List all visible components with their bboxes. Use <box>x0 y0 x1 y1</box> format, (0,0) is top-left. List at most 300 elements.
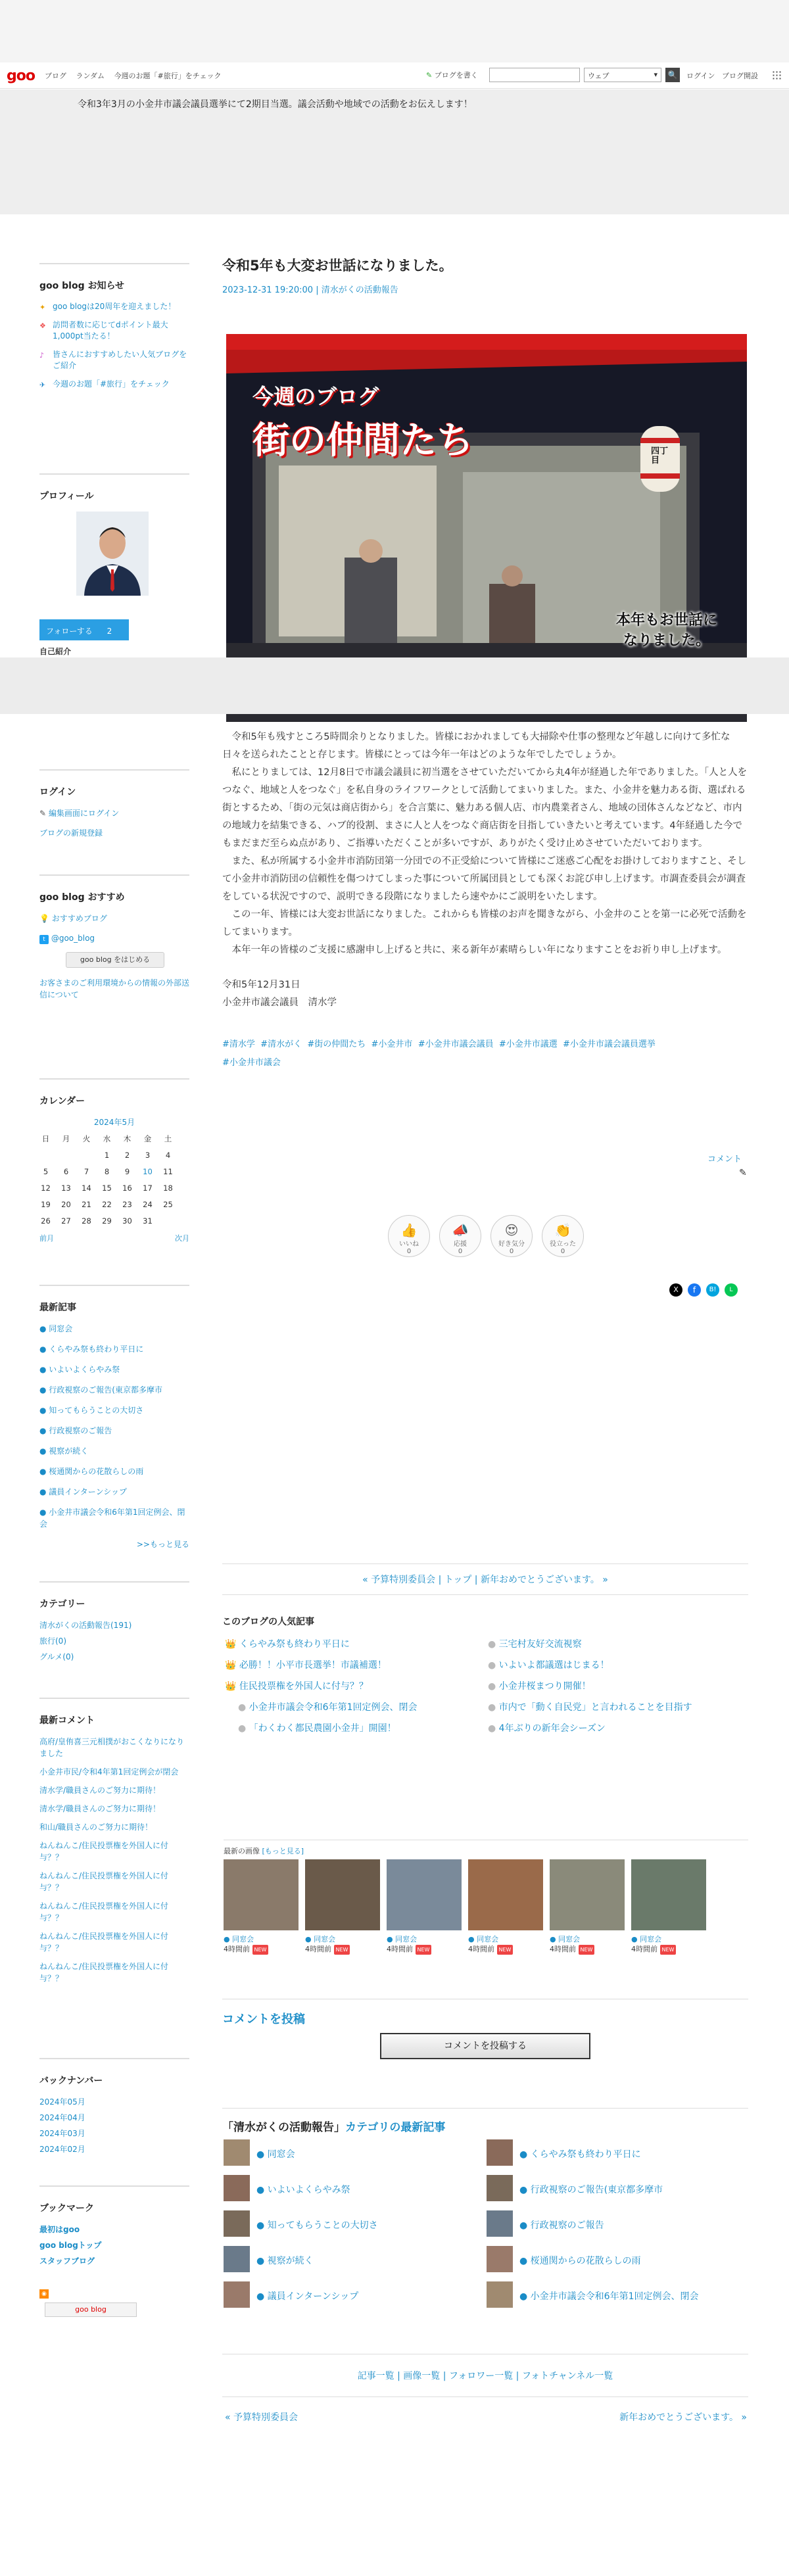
follow-count: 2 <box>107 627 112 636</box>
popular-title: このブログの人気記事 <box>222 1617 314 1627</box>
recent-title: 最新記事 <box>39 1285 189 1314</box>
sidebar-backnumber <box>39 2058 189 2153</box>
calendar-day-header: 木 <box>123 1133 132 1143</box>
overlay-band <box>0 657 789 714</box>
post-paragraph: 私にとりましては、12月8日で市議会議員に初当選をさせていただいてから丸4年が経過した年でありました。「人と人をつなぐ、地域と人をつなぐ」を私自身のライフワークとして活動してまいりました。また、小金井を魅力ある街、選ばれる街とするため、「街の元気は商店街から」を合言葉に、魅力ある個人店、市内農業者さん、地域の団体さんなどなど、市内の地域力を結集できる、ハブ的役割、まさに人と人をつなぐ商店街を目指していきたいと考えています。4年経過した今でもまだまだ至らぬ点があり、ご指導いただくことが多いですが、ありがたく受け止めさせていただいております。 <box>222 767 748 849</box>
login-title: ログイン <box>39 769 189 798</box>
post-date: 2023-12-31 19:20:00 <box>222 285 314 295</box>
category-article-thumb[interactable] <box>487 2246 513 2272</box>
calendar-day <box>36 1147 56 1163</box>
popular-item[interactable] <box>238 1721 396 1734</box>
recent-image-thumb[interactable] <box>631 1859 706 1930</box>
heart-eyes-icon: 😍 <box>504 1222 519 1238</box>
image-headline-1: 今週のブログ <box>252 384 379 409</box>
edit-login-label: 編集画面にログイン <box>48 809 120 818</box>
calendar-day: 23 <box>122 1199 132 1209</box>
category-article-thumb[interactable] <box>487 2281 513 2308</box>
calendar-week <box>36 1180 178 1196</box>
recent-image-thumb[interactable] <box>224 1859 299 1930</box>
share-hatena-icon[interactable]: B! <box>706 1283 719 1297</box>
comments-title: 最新コメント <box>39 1698 189 1727</box>
backnumber-item[interactable]: 2024年03月 <box>39 2129 85 2138</box>
bullet-icon: ● <box>488 1723 496 1734</box>
recent-comment-link[interactable]: 高府/皇侑喜三元相撲がおこくなりになりました <box>39 1737 185 1758</box>
top-band <box>0 0 789 62</box>
recent-image-title[interactable]: ● 同窓会 <box>387 1935 418 1944</box>
calendar-day: 30 <box>122 1216 132 1226</box>
category-item[interactable]: 清水がくの活動報告(191) <box>39 1621 132 1630</box>
reaction-label: 好き気分 <box>498 1241 525 1248</box>
calendar-day: 1 <box>104 1150 110 1160</box>
popular-item-label: 小金井市議会令和6年第1回定例会、閉会 <box>249 1702 418 1713</box>
calendar-day: 21 <box>82 1199 91 1209</box>
sidebar-calendar <box>39 1078 189 1243</box>
recent-images-header <box>224 1840 748 1856</box>
recent-comment-link[interactable]: 清水学/職員さんのご努力に期待！ <box>39 1786 161 1795</box>
category-article-link[interactable]: ● 小金井市議会令和6年第1回定例会、閉会 <box>519 2291 699 2302</box>
rank-3-icon: 👑 <box>225 1681 237 1692</box>
recent-images-more-link[interactable]: [もっと見る] <box>262 1847 304 1855</box>
popular-item[interactable] <box>488 1721 606 1734</box>
airplane-icon: ✈ <box>39 381 46 389</box>
category-article-link[interactable]: ● くらやみ祭も終わり平日に <box>519 2149 641 2160</box>
calendar-month: 2024年5月 <box>93 1118 135 1127</box>
calendar-day: 27 <box>61 1216 71 1226</box>
share-facebook-icon[interactable]: f <box>688 1283 701 1297</box>
blog-header <box>0 89 789 214</box>
tag-link[interactable]: #小金井市議会議員選挙 <box>563 1039 656 1049</box>
sidebar-category <box>39 1581 189 1667</box>
calendar-title: カレンダー <box>39 1078 189 1107</box>
recent-image-time: 4時間前 NEW <box>305 1944 350 1955</box>
rank-1-icon: 👑 <box>225 1639 237 1650</box>
post-paragraph: 本年一年の皆様のご支援に感謝申し上げると共に、来る新年が素晴らしい年になりますことをお祈り申し上げます。 <box>231 945 727 955</box>
music-icon: ♪ <box>39 351 45 360</box>
backnumber-item[interactable]: 2024年04月 <box>39 2113 85 2122</box>
calendar-day: 5 <box>43 1166 49 1176</box>
popular-item-label: くらやみ祭も終わり平日に <box>239 1639 350 1650</box>
calendar-day: 17 <box>143 1183 153 1193</box>
calendar-day: 4 <box>165 1150 171 1160</box>
recommend-blog-link[interactable] <box>39 913 189 924</box>
search-scope-select[interactable] <box>584 68 661 82</box>
category-article-link[interactable]: ● いよいよくらやみ祭 <box>256 2185 350 2195</box>
category-item[interactable]: グルメ(0) <box>39 1652 74 1661</box>
category-article-thumb[interactable] <box>487 2175 513 2201</box>
calendar-prev-link[interactable]: 前月 <box>39 1234 54 1243</box>
gift-icon: ❖ <box>39 322 46 330</box>
tag-link[interactable]: #小金井市 <box>371 1039 413 1049</box>
image-bottom-strip <box>226 714 747 722</box>
notice-title: goo blog お知らせ <box>39 263 189 292</box>
calendar-day: 22 <box>102 1199 112 1209</box>
category-article-link[interactable]: ● 行政視察のご報告(東京都多摩市 <box>519 2185 663 2195</box>
recent-image-title[interactable]: ● 同窓会 <box>468 1935 499 1944</box>
sparkle-icon: ✦ <box>39 303 46 312</box>
notice-item-label: 訪問者数に応じてdポイント最大1,000pt当たる！ <box>53 320 168 341</box>
recent-image-caption <box>224 1934 268 1955</box>
profile-title: プロフィール <box>39 473 189 502</box>
calendar-table <box>36 1130 178 1229</box>
calendar-day: 13 <box>61 1183 71 1193</box>
recent-article-link[interactable]: ● 行政視察のご報告 <box>39 1426 112 1435</box>
new-badge: NEW <box>252 1945 269 1955</box>
backnumber-list <box>39 2096 189 2153</box>
popular-item-label: 4年ぶりの新年会シーズン <box>498 1723 606 1734</box>
post-title: 令和5年も大変お世話になりました。 <box>222 258 453 274</box>
image-lantern-label: 四丁目 <box>651 446 669 465</box>
popular-item-label: 必勝！！小平市長選挙！市議補選！ <box>239 1660 387 1671</box>
notice-item-label: 今週のお題「#旅行」をチェック <box>53 379 170 389</box>
recent-image-thumb[interactable] <box>387 1859 462 1930</box>
recent-image-time: 4時間前 NEW <box>631 1944 676 1955</box>
thumbs-up-icon: 👍 <box>400 1222 418 1238</box>
reaction-label: いいね <box>399 1241 419 1248</box>
profile-avatar <box>76 512 149 596</box>
search-input[interactable] <box>489 68 580 82</box>
search-scope-value: ウェブ <box>588 72 610 80</box>
goo-blog-badge[interactable]: goo blog <box>45 2302 137 2317</box>
pencil-icon: ✎ <box>39 809 47 818</box>
recent-article-link[interactable]: ● 知ってもらうことの大切さ <box>39 1406 144 1415</box>
notice-item-label: goo blogは20周年を迎えました！ <box>53 302 176 311</box>
recent-image-time: 4時間前 NEW <box>387 1944 431 1955</box>
popular-item-label: 「わくわく都民農園小金井」開園！ <box>249 1723 396 1734</box>
recent-images-label: 最新の画像 <box>224 1847 260 1855</box>
twitter-icon: t <box>39 935 49 944</box>
tag-list <box>222 1036 748 1072</box>
post-paragraph: また、私が所属する小金井市消防団第一分団での不正受給について皆様にご迷惑ご心配をお掛けしておりますこと、そして小金井市消防団の信頼性を傷つけてしまった事について所属団員としても深くお詫び申し上げます。市調査委員会が調査をしている状況ですので、説明できる段階になりましたら速やかにご説明をいたします。 <box>222 856 747 902</box>
reaction-count: 0 <box>509 1248 514 1255</box>
calendar-day: 29 <box>102 1216 112 1226</box>
recent-comment-link[interactable]: ねんねんこ/住民投票権を外国人に付与？？ <box>39 1841 169 1862</box>
recent-article-link[interactable]: ● 行政視察のご報告(東京都多摩市 <box>39 1385 162 1395</box>
write-blog-label: ブログを書く <box>434 71 478 80</box>
recent-comment-link[interactable]: ねんねんこ/住民投票権を外国人に付与？？ <box>39 1871 169 1892</box>
calendar-week <box>36 1163 178 1180</box>
calendar-week <box>36 1212 178 1229</box>
category-article-link[interactable]: ● 桜通関からの花散らしの雨 <box>519 2256 641 2266</box>
intro-label: 自己紹介 <box>39 647 72 656</box>
calendar-header-row <box>36 1130 178 1147</box>
category-latest-title-prefix: 「清水がくの活動報告」 <box>222 2121 345 2134</box>
popular-item[interactable] <box>488 1700 692 1713</box>
sign-name: 小金井市議会議員 清水学 <box>222 997 337 1008</box>
post-category-link[interactable]: 清水がくの活動報告 <box>321 285 398 295</box>
backnumber-item[interactable]: 2024年05月 <box>39 2097 85 2107</box>
recent-article-link[interactable]: ● くらやみ祭も終わり平日に <box>39 1345 144 1354</box>
reaction-useful-button[interactable] <box>542 1215 584 1257</box>
bullet-icon: ● <box>238 1702 247 1713</box>
image-caption <box>594 609 739 650</box>
nav-random[interactable]: ランダム <box>76 72 105 80</box>
footer-next-link[interactable]: 新年おめでとうございます。 » <box>619 2412 747 2423</box>
header-nav <box>45 70 228 81</box>
category-article-link[interactable]: ● 視察が続く <box>256 2256 314 2266</box>
post-comment-button[interactable]: コメントを投稿する <box>380 2033 590 2059</box>
popular-item[interactable] <box>488 1637 582 1650</box>
calendar-day: 31 <box>143 1216 153 1226</box>
login-links <box>686 70 758 81</box>
tag-link[interactable]: #清水学 <box>222 1039 255 1049</box>
calendar-day-header: 日 <box>41 1133 50 1143</box>
sidebar-profile <box>39 473 189 656</box>
recent-image-time: 4時間前 NEW <box>224 1944 268 1955</box>
bullet-icon: ● <box>488 1702 496 1713</box>
calendar-day-link[interactable]: 10 <box>143 1166 153 1176</box>
sign-date: 令和5年12月31日 <box>222 980 300 990</box>
notice-item[interactable] <box>39 349 189 371</box>
recent-image-time: 4時間前 NEW <box>468 1944 513 1955</box>
recent-article-link[interactable]: ● 視察が続く <box>39 1446 89 1456</box>
category-latest-title-suffix: カテゴリの最新記事 <box>345 2121 446 2134</box>
bookmark-item[interactable]: スタッフブログ <box>39 2256 95 2266</box>
sidebar-recommend <box>39 874 189 1009</box>
blog-start-link[interactable]: ブログ開設 <box>721 72 758 80</box>
category-article-thumb[interactable] <box>487 2210 513 2237</box>
share-line-icon[interactable]: L <box>725 1283 738 1297</box>
calendar-day-header: 水 <box>103 1133 111 1143</box>
calendar-day: 24 <box>143 1199 153 1209</box>
calendar-day: 2 <box>124 1150 130 1160</box>
calendar-day <box>158 1212 178 1229</box>
post-image[interactable] <box>226 334 747 657</box>
calendar-next-link[interactable]: 次月 <box>175 1234 189 1243</box>
reaction-label: 応援 <box>454 1241 467 1248</box>
calendar-day-header: 金 <box>143 1133 152 1143</box>
recent-comment-link[interactable]: 和山/職員さんのご努力に期待！ <box>39 1823 153 1832</box>
megaphone-icon: 📣 <box>452 1222 469 1238</box>
category-article-thumb[interactable] <box>224 2175 250 2201</box>
category-article-thumb[interactable] <box>224 2281 250 2308</box>
new-badge: NEW <box>416 1945 432 1955</box>
backnumber-item[interactable]: 2024年02月 <box>39 2145 85 2153</box>
popular-item-label: いよいよ都議選はじまる！ <box>498 1660 610 1671</box>
share-x-icon[interactable]: X <box>669 1283 682 1297</box>
calendar-day: 3 <box>145 1150 151 1160</box>
popular-item[interactable] <box>238 1700 418 1713</box>
backnumber-title: バックナンバー <box>39 2058 189 2087</box>
calendar-day <box>56 1147 76 1163</box>
pencil-icon: ✎ <box>426 71 433 80</box>
popular-item-label: 住民投票権を外国人に付与？？ <box>239 1681 368 1692</box>
calendar-day: 20 <box>61 1199 71 1209</box>
recent-image-thumb[interactable] <box>305 1859 380 1930</box>
category-item[interactable]: 旅行(0) <box>39 1636 66 1646</box>
calendar-day: 11 <box>163 1166 173 1176</box>
recent-image-thumb[interactable] <box>468 1859 543 1930</box>
nav-weekly-topic[interactable]: 今週のお題「#旅行」をチェック <box>114 72 222 80</box>
image-headline-2: 街の仲間たち <box>252 419 473 462</box>
calendar-day-header: 土 <box>164 1133 172 1143</box>
reaction-count: 0 <box>406 1248 412 1255</box>
rss-icon[interactable]: ◉ <box>39 2289 49 2299</box>
sidebar-comments <box>39 1698 189 1991</box>
bullet-icon: ● <box>238 1723 247 1734</box>
nav-blog[interactable]: ブログ <box>45 72 66 80</box>
tag-link[interactable]: #小金井市議会 <box>222 1058 281 1068</box>
category-title: カテゴリー <box>39 1581 189 1610</box>
popular-item[interactable] <box>225 1658 387 1671</box>
external-send-note-link[interactable]: お客さまのご利用環境からの情報の外部送信について <box>39 978 190 999</box>
popular-item-label: 三宅村友好交流視察 <box>498 1639 582 1650</box>
write-blog-link[interactable] <box>426 70 478 80</box>
recent-article-link[interactable]: ● 同窓会 <box>39 1324 73 1333</box>
calendar-day: 26 <box>41 1216 51 1226</box>
image-caption-line-2: なりました。 <box>623 632 710 649</box>
login-link[interactable]: ログイン <box>686 72 715 80</box>
calendar-day: 8 <box>104 1166 110 1176</box>
recent-article-link[interactable]: ● 桜通関からの花散らしの雨 <box>39 1467 144 1476</box>
apps-grid-icon[interactable] <box>772 70 781 80</box>
bullet-icon: ● <box>488 1660 496 1671</box>
category-latest-title <box>222 2108 748 2134</box>
goo-logo[interactable]: goo <box>7 68 35 84</box>
recent-image-caption <box>305 1934 350 1955</box>
calendar-day: 9 <box>124 1166 130 1176</box>
recent-comment-link[interactable]: 清水学/職員さんのご努力に期待！ <box>39 1804 161 1813</box>
recent-comment-link[interactable]: ねんねんこ/住民投票権を外国人に付与？？ <box>39 1932 169 1953</box>
tag-link[interactable]: #街の仲間たち <box>307 1039 366 1049</box>
notice-item[interactable] <box>39 301 189 312</box>
category-article-thumb[interactable] <box>224 2210 250 2237</box>
recent-article-link[interactable]: ● 小金井市議会令和6年第1回定例会、閉会 <box>39 1508 185 1529</box>
image-caption-line-1: 本年もお世話に <box>615 612 717 629</box>
sidebar-recent <box>39 1285 189 1550</box>
reaction-like-button[interactable] <box>388 1215 430 1257</box>
recent-article-link[interactable]: ● 議員インターンシップ <box>39 1487 128 1496</box>
recent-comment-link[interactable]: ねんねんこ/住民投票権を外国人に付与？？ <box>39 1901 169 1922</box>
recent-image-caption <box>631 1934 676 1955</box>
notice-item[interactable] <box>39 379 189 390</box>
calendar-day: 18 <box>163 1183 173 1193</box>
sidebar-bookmark <box>39 2185 189 2317</box>
recommend-blog-label: おすすめブログ <box>51 914 107 923</box>
twitter-link[interactable] <box>39 932 189 944</box>
recent-image-title[interactable]: ● 同窓会 <box>550 1935 581 1944</box>
calendar-week <box>36 1147 178 1163</box>
bulb-icon: 💡 <box>39 914 49 923</box>
twitter-label: @goo_blog <box>51 934 95 943</box>
recent-image-title[interactable]: ● 同窓会 <box>224 1935 254 1944</box>
recent-image-title[interactable]: ● 同窓会 <box>631 1935 662 1944</box>
recent-image-title[interactable]: ● 同窓会 <box>305 1935 336 1944</box>
recent-image-caption <box>387 1934 431 1955</box>
popular-item-label: 市内で「動く自民党」と言われることを目指す <box>498 1702 692 1713</box>
recent-image-caption <box>468 1934 513 1955</box>
bookmark-item[interactable]: goo blogトップ <box>39 2241 102 2250</box>
calendar-week <box>36 1196 178 1212</box>
recent-more-link[interactable]: >>もっと見る <box>136 1540 189 1549</box>
category-article-link[interactable]: ● 行政視察のご報告 <box>519 2220 604 2231</box>
recent-comment-link[interactable]: ねんねんこ/住民投票権を外国人に付与？？ <box>39 1962 169 1983</box>
goo-toolbar <box>0 62 789 89</box>
search-button[interactable]: 🔍 <box>665 68 680 82</box>
edit-pencil-icon[interactable]: ✎ <box>739 1168 747 1178</box>
reaction-cheer-button[interactable] <box>439 1215 481 1257</box>
rank-2-icon: 👑 <box>225 1660 237 1671</box>
calendar-day-header: 月 <box>62 1133 70 1143</box>
clap-icon: 👏 <box>554 1222 571 1238</box>
tag-link[interactable]: #小金井市議会議員 <box>418 1039 494 1049</box>
register-link[interactable]: ブログの新規登録 <box>39 828 103 838</box>
bullet-icon: ● <box>488 1681 496 1692</box>
bullet-icon: ● <box>488 1639 496 1650</box>
recent-comment-link[interactable]: 小金井市民/令和4年第1回定例会が閉会 <box>39 1767 179 1777</box>
calendar-day-header: 火 <box>82 1133 91 1143</box>
category-article-link[interactable]: ● 知ってもらうことの大切さ <box>256 2220 378 2231</box>
reaction-love-button[interactable] <box>490 1215 533 1257</box>
footer-prev-link[interactable]: « 予算特別委員会 <box>225 2412 299 2423</box>
category-article-link[interactable]: ● 同窓会 <box>256 2149 295 2160</box>
recent-image-thumb[interactable] <box>550 1859 625 1930</box>
start-blog-button[interactable]: goo blog をはじめる <box>66 952 164 968</box>
tag-link[interactable]: #清水がく <box>260 1039 302 1049</box>
reaction-count: 0 <box>458 1248 463 1255</box>
popular-item[interactable] <box>225 1637 350 1650</box>
bookmark-title: ブックマーク <box>39 2185 189 2214</box>
popular-item-label: 小金井桜まつり開催！ <box>498 1681 591 1692</box>
post-pager[interactable]: « 予算特別委員会 | トップ | 新年おめでとうございます。 » <box>222 1563 748 1595</box>
sidebar-login <box>39 769 189 847</box>
blog-description: 令和3年3月の小金井市議会議員選挙にて2期目当選。議会活動や地域での活動をお伝えします！ <box>78 99 473 110</box>
new-badge: NEW <box>660 1945 677 1955</box>
category-article-thumb[interactable] <box>224 2139 250 2166</box>
recommend-title: goo blog おすすめ <box>39 874 189 903</box>
calendar-day: 6 <box>63 1166 69 1176</box>
post-paragraph: この一年、皆様には大変お世話になりました。これからも皆様のお声を聞きながら、小金井のことを第一に必死で活動をしてまいります。 <box>222 909 747 938</box>
comment-list <box>39 1736 189 1984</box>
recent-image-caption <box>550 1934 594 1955</box>
post-paragraph: 令和5年も残すところ5時間余りとなりました。皆様におかれましても大掃除や仕事の整理など年越しに向けて多忙な日々を送られたことと存じます。皆様にとっては今年一年はどのような年でしたでしょうか。 <box>222 732 730 760</box>
post-body <box>222 728 748 1072</box>
category-article-thumb[interactable] <box>224 2246 250 2272</box>
recent-image-time: 4時間前 NEW <box>550 1944 594 1955</box>
sidebar-notice <box>39 263 189 397</box>
follow-button[interactable] <box>39 619 129 640</box>
comment-link[interactable]: コメント <box>707 1155 742 1164</box>
recent-article-link[interactable]: ● いよいよくらやみ祭 <box>39 1365 120 1374</box>
edit-login-link[interactable] <box>39 807 189 819</box>
notice-item-label: 皆さんにおすすめしたい人気ブログをご紹介 <box>53 350 187 370</box>
popular-item[interactable] <box>488 1658 610 1671</box>
category-article-link[interactable]: ● 議員インターンシップ <box>256 2291 359 2302</box>
reaction-count: 0 <box>560 1248 565 1255</box>
new-badge: NEW <box>334 1945 350 1955</box>
recent-list <box>39 1323 189 1530</box>
calendar-day: 12 <box>41 1183 51 1193</box>
footer-links[interactable]: 記事一覧 | 画像一覧 | フォロワー一覧 | フォトチャンネル一覧 <box>222 2354 748 2397</box>
calendar-day <box>76 1147 97 1163</box>
reaction-label: 役立った <box>550 1241 576 1248</box>
calendar-day: 16 <box>122 1183 132 1193</box>
popular-item[interactable] <box>488 1679 591 1692</box>
calendar-day: 7 <box>84 1166 89 1176</box>
follow-label: フォローする <box>46 627 93 636</box>
tag-link[interactable]: #小金井市議選 <box>498 1039 558 1049</box>
new-badge: NEW <box>497 1945 514 1955</box>
chevron-down-icon: ▾ <box>654 70 658 79</box>
notice-item[interactable] <box>39 320 189 342</box>
new-badge: NEW <box>579 1945 595 1955</box>
calendar-day: 25 <box>163 1199 173 1209</box>
bookmark-item[interactable]: 最初はgoo <box>39 2225 80 2234</box>
calendar-day: 28 <box>82 1216 91 1226</box>
category-article-thumb[interactable] <box>487 2139 513 2166</box>
calendar-day: 15 <box>102 1183 112 1193</box>
post-article <box>222 255 748 295</box>
popular-item[interactable] <box>225 1679 368 1692</box>
